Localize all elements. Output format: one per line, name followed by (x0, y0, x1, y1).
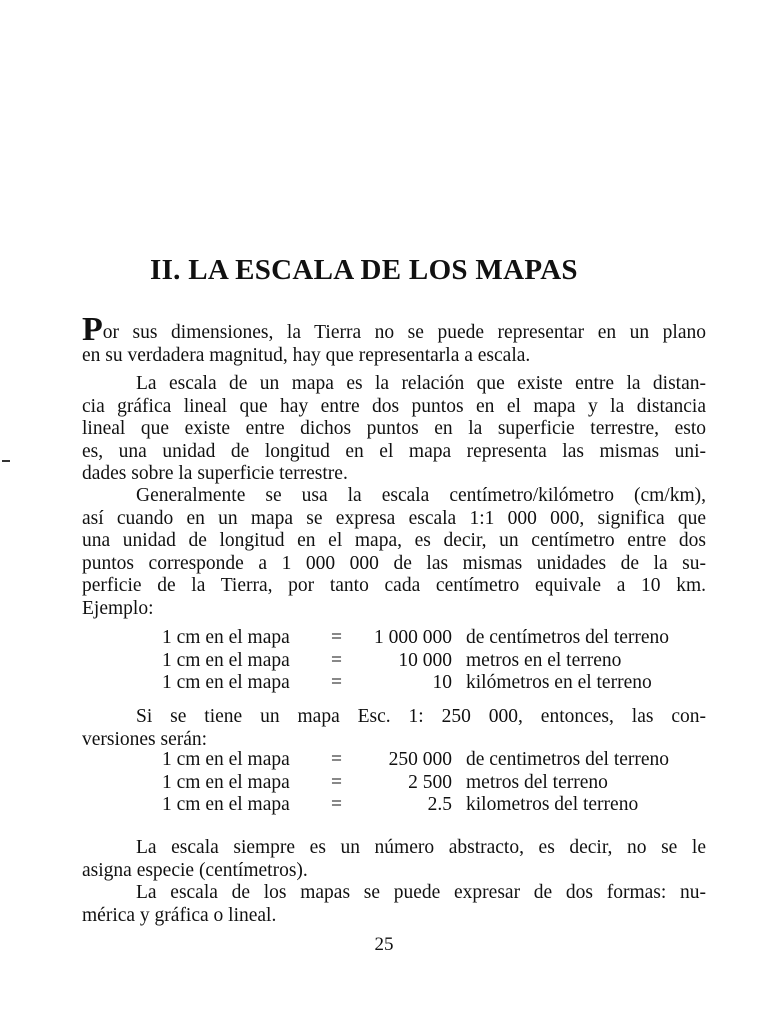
paragraph-line: una unidad de longitud en el mapa, es decir, un centímetro entre dos (82, 530, 706, 552)
conversion-table-2 (0, 749, 768, 817)
conversion-row (0, 772, 768, 795)
paragraph-line: es, una unidad de longitud en el mapa representa las mismas uni- (82, 440, 706, 462)
paragraph-line (82, 311, 706, 348)
paragraph-line: Ejemplo: (82, 597, 154, 619)
conversion-equals: = (331, 649, 342, 671)
paragraph-line: versiones serán: (82, 728, 208, 750)
paragraph-line: La escala de un mapa es la relación que existe entre la distan- (136, 373, 706, 394)
conversion-row (0, 749, 768, 772)
paragraph-line: cia gráfica lineal que hay entre dos puntos en el mapa y la distancia (82, 395, 706, 417)
scan-edge-mark (2, 460, 10, 462)
drop-cap: P (82, 311, 103, 348)
conversion-equals: = (331, 749, 342, 770)
conversion-unit: 1 cm en el mapa (162, 749, 290, 770)
conversion-unit: 1 cm en el mapa (162, 672, 290, 694)
conversion-equals: = (331, 627, 342, 648)
conversion-unit: 1 cm en el mapa (162, 794, 290, 816)
conversion-description: metros en el terreno (466, 649, 622, 671)
paragraph-scale-example (82, 706, 706, 751)
conversion-unit: 1 cm en el mapa (162, 771, 290, 793)
conversion-description: de centimetros del terreno (466, 749, 670, 770)
conversion-number: 10 000 (398, 649, 452, 671)
conversion-equals: = (331, 794, 342, 816)
conversion-number: 2.5 (427, 794, 452, 816)
paragraph-line: Generalmente se usa la escala centímetro/kilómetro (cm/km), (136, 485, 706, 506)
conversion-row (0, 794, 768, 817)
paragraph-line: en su verdadera magnitud, hay que representarla a escala. (82, 344, 531, 366)
conversion-number: 10 (432, 672, 452, 694)
line-text: or sus dimensiones, la Tierra no se puede representar en un plano (102, 322, 706, 343)
conversion-table-1 (0, 627, 768, 695)
chapter-title: II. LA ESCALA DE LOS MAPAS (150, 254, 578, 286)
paragraph-scale-forms (82, 882, 706, 927)
paragraph-line: perficie de la Tierra, por tanto cada centímetro equivale a 10 km. (82, 575, 706, 597)
paragraph-line: La escala de los mapas se puede expresar de dos formas: nu- (136, 882, 706, 903)
conversion-number: 2 500 (408, 771, 452, 793)
paragraph-line: mérica y gráfica o lineal. (82, 904, 277, 926)
conversion-description: metros del terreno (466, 771, 608, 793)
paragraph-example (82, 485, 706, 621)
paragraph-abstract-number (82, 837, 706, 882)
paragraph-line: lineal que existe entre dichos puntos en la superficie terrestre, esto (82, 418, 706, 440)
paragraph-line: puntos corresponde a 1 000 000 de las mismas unidades de la su- (82, 552, 706, 574)
paragraph-line: así cuando en un mapa se expresa escala 1:1 000 000, significa que (82, 507, 706, 529)
conversion-unit: 1 cm en el mapa (162, 649, 290, 671)
conversion-row (0, 650, 768, 673)
paragraph-line: dades sobre la superficie terrestre. (82, 463, 348, 485)
paragraph-intro (82, 311, 706, 367)
conversion-row (0, 672, 768, 695)
paragraph-definition (82, 373, 706, 486)
paragraph-line: La escala siempre es un número abstracto, es decir, no se le (136, 837, 706, 858)
conversion-equals: = (331, 672, 342, 694)
conversion-row (0, 627, 768, 650)
conversion-number: 1 000 000 (374, 627, 452, 648)
conversion-number: 250 000 (388, 749, 452, 770)
conversion-description: kilometros del terreno (466, 794, 639, 816)
conversion-description: kilómetros en el terreno (466, 672, 652, 694)
page-number: 25 (374, 934, 394, 955)
conversion-unit: 1 cm en el mapa (162, 627, 290, 648)
paragraph-line: Si se tiene un mapa Esc. 1: 250 000, entonces, las con- (136, 706, 706, 727)
conversion-description: de centímetros del terreno (466, 627, 670, 648)
paragraph-line: asigna especie (centímetros). (82, 859, 308, 881)
conversion-equals: = (331, 771, 342, 793)
